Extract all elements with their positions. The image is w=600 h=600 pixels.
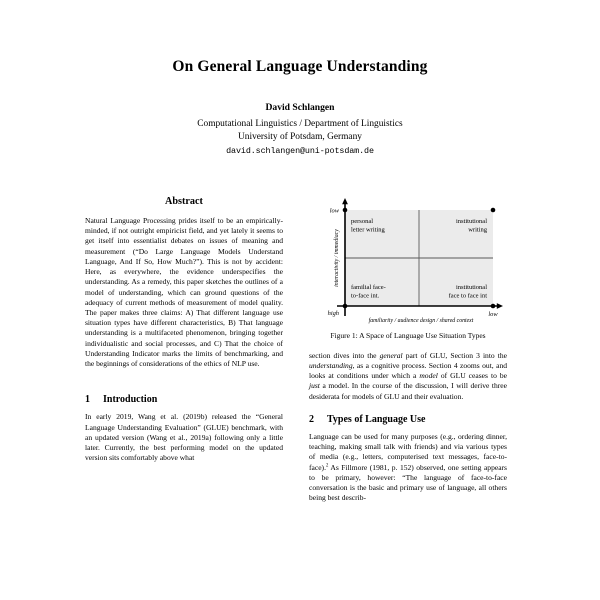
author-block <box>85 102 515 156</box>
y-axis-top-tick: low <box>329 207 339 215</box>
quadrant-bottom-right-line1: institutional <box>455 284 487 291</box>
axis-dot-bottom-right <box>491 304 496 309</box>
right-column <box>309 196 507 600</box>
title-block <box>85 0 515 156</box>
quadrant-bottom-left-line1: familial face- <box>351 284 386 291</box>
quadrant-top-left-line1: personal <box>351 218 374 225</box>
two-column-body <box>85 196 515 600</box>
quadrant-bottom-right-line2: face to face int <box>448 292 487 300</box>
x-axis-right-tick: low <box>488 311 498 318</box>
y-axis-arrowhead <box>342 198 348 204</box>
page-title: On General Language Understanding <box>172 58 428 75</box>
abstract-heading: Abstract <box>165 196 203 207</box>
y-axis-label: interactivity / immediacy <box>334 229 340 287</box>
section-heading-types-of-language-use <box>309 414 507 425</box>
figure-canvas <box>309 196 507 324</box>
spacer <box>85 369 283 382</box>
axis-dot-top-right <box>491 208 496 213</box>
section-title: Introduction <box>103 394 158 406</box>
abstract-text: Natural Language Processing prides itself to be an empirically-minded, if not outright empiricist field, and yet lately it seems to get itself into essentialist debates on issues of meaning and measurement (“Do Large Language Models Understand Language, And If So, How Much?”). This is not by accident: Here, as everywhere, the evidence underspecifies the understanding. As a remedy, this paper sketches the outlines of a model of understanding, which can ground questions of the adequacy of current methods of measurement of model quality. The paper makes three claims: A) That different language use situation types have different characteristics, B) That language understanding is a multifaceted phenomenon, bringing together individualistic and social processes, and C) That the choice of Understanding Indicator marks the limits of benchmarking, and the beginnings of considerations of the ethics of NLP use. <box>85 216 283 369</box>
x-axis-arrowhead <box>497 303 503 309</box>
quadrant-diagram <box>309 196 507 324</box>
introduction-paragraph: In early 2019, Wang et al. (2019b) released the “General Language Understanding Evaluation” (GLUE) benchmark, with an updated version (Wang et al., 2019a) following only a little later. Currently, the best performing model on the updated version sits comfortably above what <box>85 412 283 463</box>
section-title: Types of Language Use <box>327 413 426 425</box>
y-axis-bottom-tick: high <box>327 310 339 317</box>
x-axis-label: familiarity / audience design / shared context <box>368 318 474 324</box>
axis-dot-bottom-left <box>343 304 348 309</box>
author-name: David Schlangen <box>265 102 335 113</box>
affiliation-line-1: Computational Linguistics / Department of Linguistics <box>197 118 403 129</box>
quadrant-top-left-line2: letter writing <box>351 226 385 234</box>
author-email: david.schlangen@uni-potsdam.de <box>226 146 374 157</box>
left-column <box>85 196 283 600</box>
quadrant-top-right-line1: institutional <box>455 218 487 225</box>
section-number: 1 <box>85 394 90 406</box>
axis-dot-top-left <box>343 208 348 213</box>
affiliation-line-2: University of Potsdam, Germany <box>238 131 362 142</box>
quadrant-bottom-left-line2: to-face int. <box>351 292 380 300</box>
figure-caption: Figure 1: A Space of Language Use Situation Types <box>330 331 486 340</box>
section-heading-introduction <box>85 394 283 405</box>
continuation-paragraph: section dives into the general part of GLU, Section 3 into the understanding, as a cognitive process. Section 4 zooms out, and looks at conditions under which a model of GLU ceases to be just a model. In the course of the discussion, I will derive three desiderata for models of GLU and their evaluation. <box>309 350 507 401</box>
quadrant-top-right-line2: writing <box>468 226 487 234</box>
types-of-language-use-paragraph: Language can be used for many purposes (e.g., ordering dinner, teaching, making small talk with friends) and via various types of media (e.g., letters, computerised text messages, face-to-face).$^2$ As Fillmore (1981, p. 152) observed, one setting appears to be primary, however: “The language of face-to-face conversation is the basic and primary use of language, all others being best describ- <box>309 431 507 503</box>
figure-1 <box>309 196 507 341</box>
section-number: 2 <box>309 413 314 425</box>
